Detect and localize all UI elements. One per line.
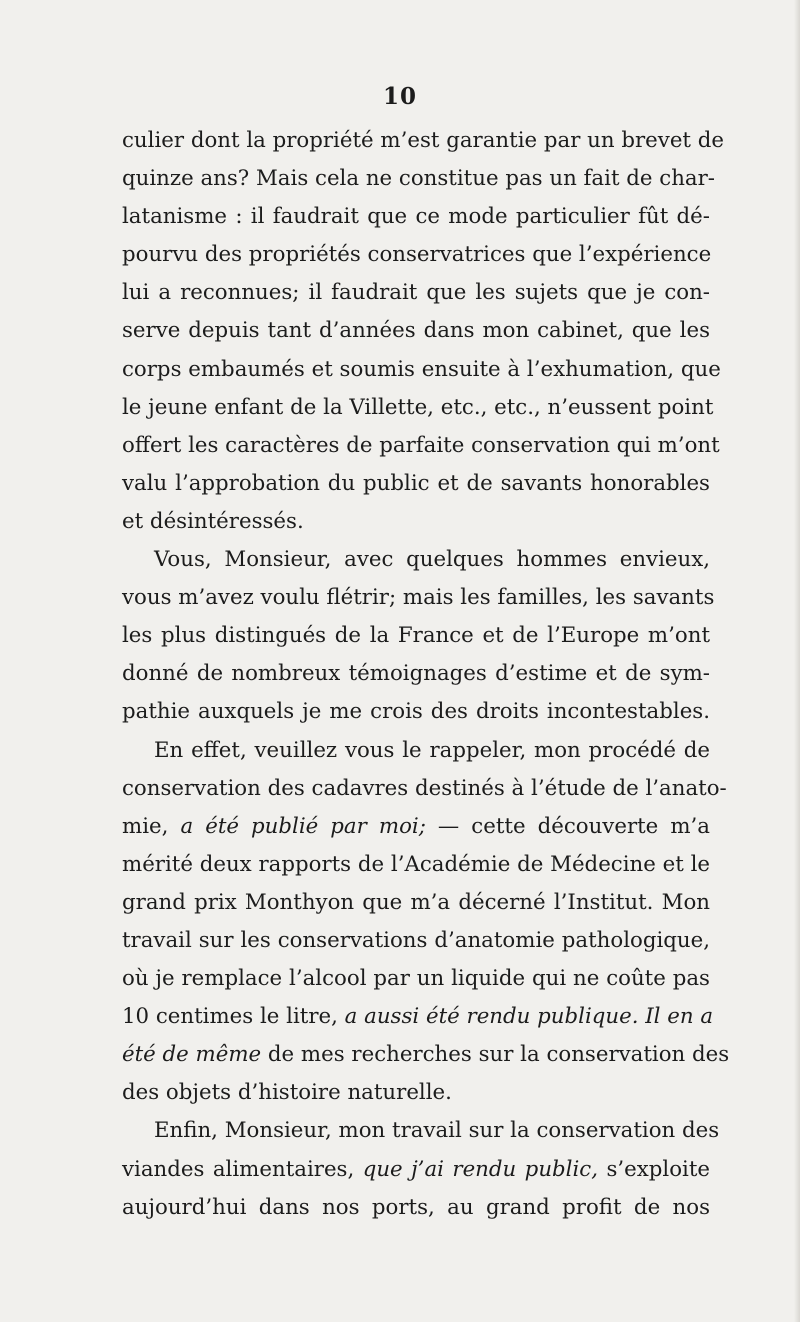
paragraph-end-line: pathie auxquels je me crois des droits incontestables. (122, 699, 710, 725)
text-line: culier dont la propriété m’est garantie par un brevet de (122, 128, 724, 153)
roman-text: s’exploite (598, 1156, 710, 1182)
paragraph-end-line: et désintéressés. (122, 508, 304, 534)
text-line-mixed (122, 1151, 710, 1189)
paragraph-end-line: des objets d’histoire naturelle. (122, 1080, 452, 1106)
text-line: latanisme : il faudrait que ce mode particulier fût dé- (122, 204, 710, 230)
roman-text: mie, (122, 813, 181, 839)
text-line: donné de nombreux témoignages d’estime et de sym- (122, 661, 710, 687)
roman-text: viandes alimentaires, (122, 1156, 363, 1182)
italic-text: été de même (122, 1042, 262, 1068)
text-line: travail sur les conservations d’anatomie pathologique, (122, 927, 710, 953)
page-number: 10 (382, 83, 417, 110)
roman-text: 10 centimes le litre, (122, 1004, 345, 1030)
text-line: valu l’approbation du public et de savants honorables (122, 470, 710, 496)
text-line: lui a reconnues; il faudrait que les sujets que je con- (122, 280, 710, 306)
italic-text: a été publié par moi; (180, 813, 426, 839)
text-line: les plus distingués de la France et de l’Europe m’ont (122, 623, 710, 649)
roman-text: — cette découverte m’a (425, 813, 711, 839)
text-line: conservation des cadavres destinés à l’étude de l’anato- (122, 775, 727, 801)
text-line-mixed (122, 808, 710, 846)
roman-text: de mes recherches sur la conservation des (261, 1042, 730, 1068)
text-line: quinze ans? Mais cela ne constitue pas un fait de char- (122, 166, 715, 192)
text-line: serve depuis tant d’années dans mon cabinet, que les (122, 318, 710, 344)
text-line: vous m’avez voulu flétrir; mais les familles, les savants (122, 585, 715, 611)
paragraph-start-line: Enfin, Monsieur, mon travail sur la conservation des (154, 1118, 720, 1144)
paragraph-start-line: En effet, veuillez vous le rappeler, mon procédé de (154, 737, 710, 763)
text-line: pourvu des propriétés conservatrices que l’expérience (122, 242, 712, 268)
text-line: grand prix Monthyon que m’a décerné l’Institut. Mon (122, 889, 710, 915)
body-text (122, 122, 730, 1227)
italic-text: a aussi été rendu publique. Il en a (344, 1004, 714, 1030)
text-line: offert les caractères de parfaite conservation qui m’ont (122, 432, 720, 458)
text-line: où je remplace l’alcool par un liquide qui ne coûte pas (122, 966, 710, 992)
italic-text: que j’ai rendu public, (362, 1156, 598, 1182)
text-line-mixed (122, 1036, 730, 1074)
page-edge (794, 0, 800, 1322)
text-line: corps embaumés et soumis ensuite à l’exhumation, que (122, 356, 721, 382)
text-line-mixed (122, 998, 714, 1036)
text-line: mérité deux rapports de l’Académie de Médecine et le (122, 851, 710, 877)
text-line: le jeune enfant de la Villette, etc., etc., n’eussent point (122, 394, 714, 420)
text-line: aujourd’hui dans nos ports, au grand profit de nos (122, 1194, 710, 1220)
paragraph-start-line: Vous, Monsieur, avec quelques hommes envieux, (154, 547, 710, 573)
